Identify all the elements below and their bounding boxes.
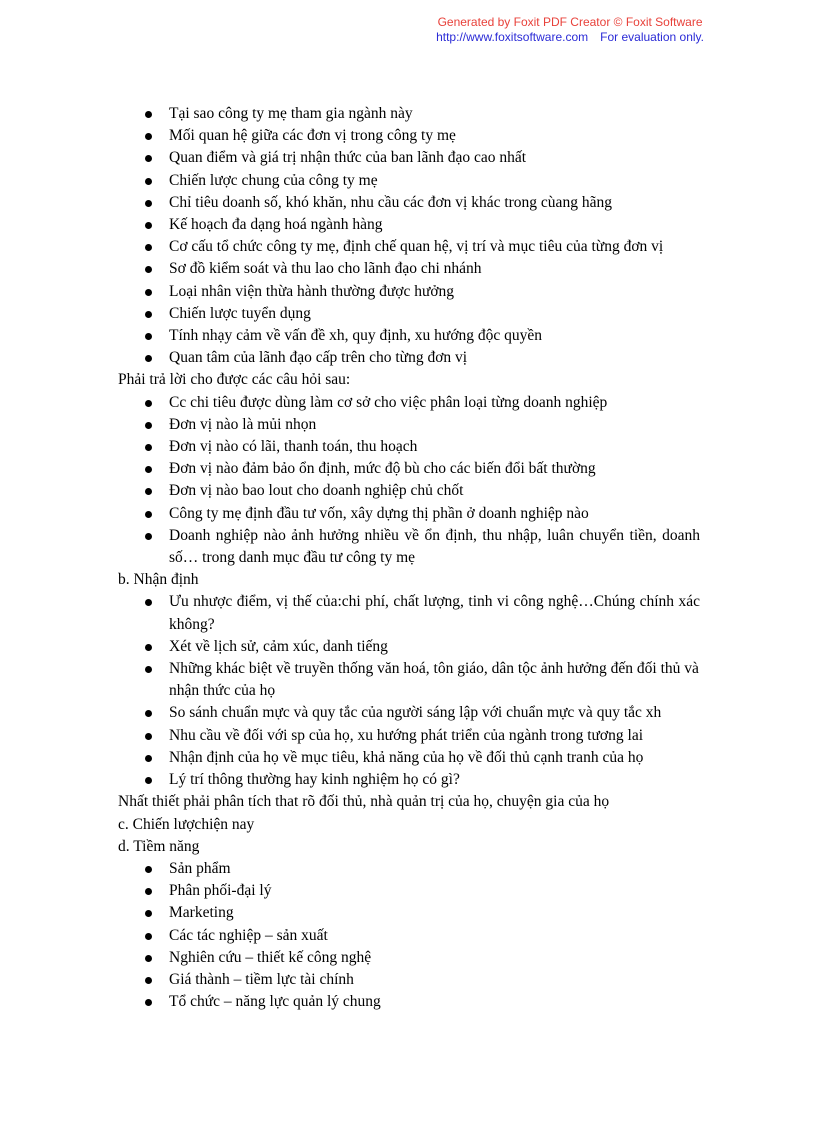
bullet-icon — [145, 999, 152, 1006]
bullet-icon — [145, 155, 152, 162]
list-item: Mối quan hệ giữa các đơn vị trong công ty mẹ — [118, 125, 700, 147]
bullet-icon — [145, 222, 152, 229]
bullet-icon — [145, 244, 152, 251]
bullet-icon — [145, 644, 152, 651]
bullet-icon — [145, 178, 152, 185]
list-item: Những khác biệt về truyền thống văn hoá, tôn giáo, dân tộc ảnh hưởng đến đối thủ và nhận thức của họ — [118, 658, 700, 702]
list-item: Sản phẩm — [118, 858, 700, 880]
bullet-icon — [145, 200, 152, 207]
bullet-icon — [145, 955, 152, 962]
list-item: Tổ chức – năng lực quản lý chung — [118, 991, 700, 1013]
section-d-heading: d. Tiềm năng — [118, 837, 200, 855]
list-item: Đơn vị nào đảm bảo ổn định, mức độ bù cho các biến đổi bất thường — [118, 458, 700, 480]
list-item: Marketing — [118, 902, 700, 924]
bullet-icon — [145, 866, 152, 873]
list-item: Đơn vị nào bao lout cho doanh nghiệp chủ chốt — [118, 480, 700, 502]
list-item: Loại nhân viện thừa hành thường được hưởng — [118, 281, 700, 303]
bullet-icon — [145, 777, 152, 784]
list-item: Cơ cấu tổ chức công ty mẹ, định chế quan hệ, vị trí và mục tiêu của từng đơn vị — [118, 236, 700, 258]
list-item: Kế hoạch đa dạng hoá ngành hàng — [118, 214, 700, 236]
list-item: Quan điểm và giá trị nhận thức của ban lãnh đạo cao nhất — [118, 147, 700, 169]
list-item: Tính nhạy cảm về vấn đề xh, quy định, xu hướng độc quyền — [118, 325, 700, 347]
list-item: Đơn vị nào có lãi, thanh toán, thu hoạch — [118, 436, 700, 458]
list-item: Xét về lịch sử, cảm xúc, danh tiếng — [118, 636, 700, 658]
list-item: Chỉ tiêu doanh số, khó khăn, nhu cầu các đơn vị khác trong cùang hãng — [118, 192, 700, 214]
list-item: Giá thành – tiềm lực tài chính — [118, 969, 700, 991]
list-item: Nhận định của họ về mục tiêu, khả năng của họ về đối thủ cạnh tranh của họ — [118, 747, 700, 769]
list-item: Cc chi tiêu được dùng làm cơ sở cho việc phân loại từng doanh nghiệp — [118, 392, 700, 414]
watermark-link-line — [436, 30, 704, 45]
list-item: Công ty mẹ định đầu tư vốn, xây dựng thị phần ở doanh nghiệp nào — [118, 503, 700, 525]
watermark-url[interactable]: http://www.foxitsoftware.com — [436, 30, 589, 44]
questions-intro-paragraph: Phải trả lời cho được các câu hỏi sau: — [118, 371, 351, 389]
list-item: Chiến lược tuyển dụng — [118, 303, 700, 325]
bullet-icon — [145, 488, 152, 495]
bullet-icon — [145, 266, 152, 273]
document-body — [118, 103, 700, 1013]
bullet-icon — [145, 400, 152, 407]
analysis-paragraph: Nhất thiết phải phân tích that rõ đối thủ, nhà quản trị của họ, chuyện gia của họ — [118, 793, 610, 811]
list-item: So sánh chuẩn mực và quy tắc của người sáng lập với chuẩn mực và quy tắc xh — [118, 702, 700, 724]
list-item: Chiến lược chung của công ty mẹ — [118, 170, 700, 192]
bullet-icon — [145, 733, 152, 740]
bullet-icon — [145, 977, 152, 984]
unit-questions-list — [118, 392, 700, 570]
bullet-icon — [145, 422, 152, 429]
list-item: Tại sao công ty mẹ tham gia ngành này — [118, 103, 700, 125]
list-item: Ưu nhược điểm, vị thế của:chi phí, chất lượng, tinh vi công nghệ…Chúng chính xác không? — [118, 591, 700, 635]
potential-list — [118, 858, 700, 1013]
bullet-icon — [145, 599, 152, 606]
bullet-icon — [145, 910, 152, 917]
list-item: Quan tâm của lãnh đạo cấp trên cho từng đơn vị — [118, 347, 700, 369]
watermark-evaluation-note: For evaluation only. — [600, 30, 704, 44]
bullet-icon — [145, 511, 152, 518]
bullet-icon — [145, 355, 152, 362]
bullet-icon — [145, 666, 152, 673]
bullet-icon — [145, 289, 152, 296]
bullet-icon — [145, 710, 152, 717]
watermark-creator-text: Generated by Foxit PDF Creator © Foxit Software — [437, 15, 703, 29]
bullet-icon — [145, 311, 152, 318]
list-item: Lý trí thông thường hay kinh nghiệm họ có gì? — [118, 769, 700, 791]
foxit-watermark — [436, 15, 704, 45]
bullet-icon — [145, 333, 152, 340]
bullet-icon — [145, 466, 152, 473]
list-item: Nhu cầu về đối với sp của họ, xu hướng phát triển của ngành trong tương lai — [118, 725, 700, 747]
bullet-icon — [145, 533, 152, 540]
bullet-icon — [145, 888, 152, 895]
list-item: Sơ đồ kiểm soát và thu lao cho lãnh đạo chi nhánh — [118, 258, 700, 280]
section-b-heading: b. Nhận định — [118, 571, 199, 589]
bullet-icon — [145, 444, 152, 451]
assessment-list — [118, 591, 700, 791]
parent-company-questions-list — [118, 103, 700, 369]
section-c-heading: c. Chiến lượchiện nay — [118, 815, 255, 833]
list-item: Nghiên cứu – thiết kế công nghệ — [118, 947, 700, 969]
list-item: Các tác nghiệp – sản xuất — [118, 925, 700, 947]
list-item: Phân phối-đại lý — [118, 880, 700, 902]
list-item: Đơn vị nào là mủi nhọn — [118, 414, 700, 436]
bullet-icon — [145, 111, 152, 118]
list-item: Doanh nghiệp nào ảnh hưởng nhiều về ổn định, thu nhập, luân chuyển tiền, doanh số… trong danh mục đầu tư công ty mẹ — [118, 525, 700, 569]
bullet-icon — [145, 755, 152, 762]
bullet-icon — [145, 933, 152, 940]
bullet-icon — [145, 133, 152, 140]
